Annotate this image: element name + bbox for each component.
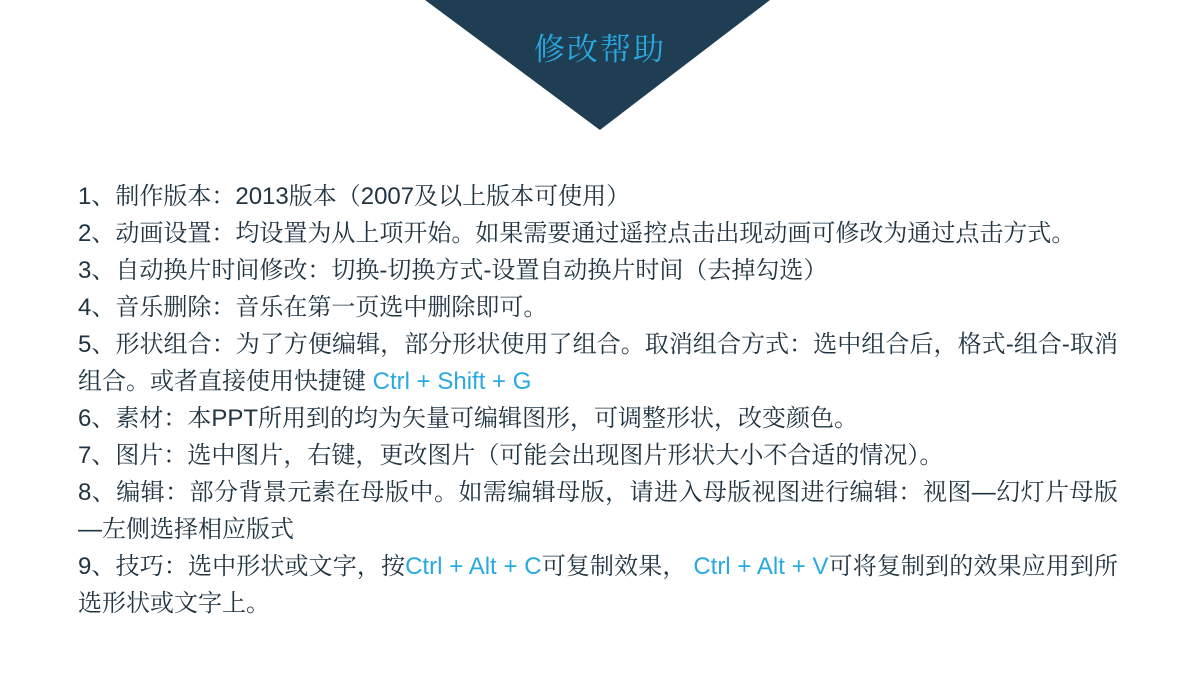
shortcut-text: Ctrl + Alt + V [693, 553, 829, 580]
slide-title: 修改帮助 [534, 32, 666, 67]
shortcut-text: Ctrl + Shift + G [372, 368, 532, 395]
help-text: 4、音乐删除：音乐在第一页选中删除即可。 [78, 294, 548, 321]
help-text: 可将复制到的效果应用到所选形状或文字上。 [78, 553, 1119, 617]
help-text: 8、编辑：部分背景元素在母版中。如需编辑母版，请进入母版视图进行编辑：视图—幻灯片母版—左侧选择相应版式 [78, 479, 1118, 543]
help-text: 9、技巧：选中形状或文字，按 [78, 553, 406, 580]
help-item [78, 178, 1118, 215]
shortcut-text: Ctrl + Alt + C [405, 553, 542, 580]
help-item [78, 252, 1118, 289]
help-text: 可复制效果， [541, 553, 694, 580]
help-item [78, 400, 1118, 437]
help-text: 1、制作版本：2013版本（2007及以上版本可使用） [78, 183, 631, 210]
help-text: 3、自动换片时间修改：切换-切换方式-设置自动换片时间（去掉勾选） [78, 257, 828, 284]
help-text: 7、图片：选中图片，右键，更改图片（可能会出现图片形状大小不合适的情况）。 [78, 442, 944, 469]
help-text: 2、动画设置：均设置为从上项开始。如果需要通过遥控点击出现动画可修改为通过点击方式。 [78, 220, 1076, 247]
help-item [78, 474, 1118, 548]
help-item [78, 437, 1118, 474]
help-item [78, 289, 1118, 326]
help-text: 6、素材：本PPT所用到的均为矢量可编辑图形，可调整形状，改变颜色。 [78, 405, 859, 432]
help-item [78, 326, 1118, 400]
help-text: 5、形状组合：为了方便编辑，部分形状使用了组合。取消组合方式：选中组合后，格式-组合-取消组合。或者直接使用快捷键 [78, 331, 1118, 395]
help-list [78, 178, 1118, 622]
help-item [78, 215, 1118, 252]
help-item [78, 548, 1118, 622]
